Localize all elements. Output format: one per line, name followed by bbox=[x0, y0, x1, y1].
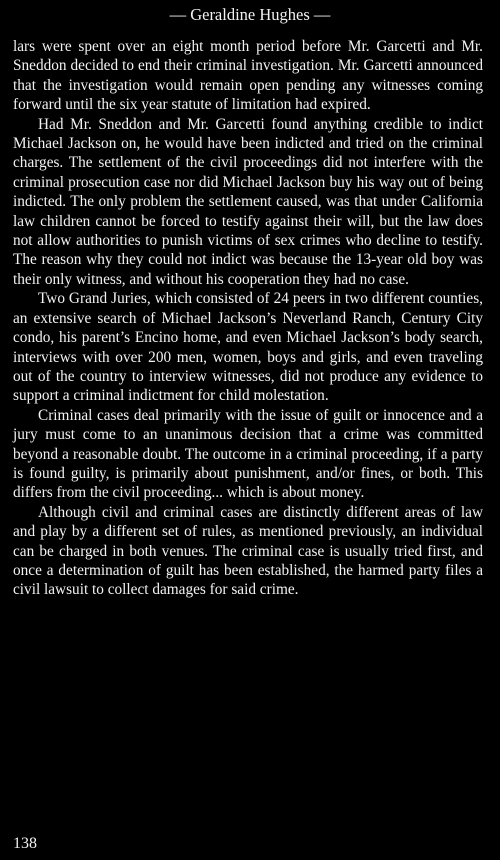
paragraph: Two Grand Juries, which consisted of 24 peers in two different counties, an extensive search of Michael Jackson’s Neverland Ranch, Century City condo, his parent’s Encino home, and even Michael Jackson’s body search, interviews with over 200 men, women, boys and girls, and even traveling out of the country to interview witnesses, did not produce any evidence to support a criminal indictment for child molestation. bbox=[13, 290, 483, 405]
paragraph: Had Mr. Sneddon and Mr. Garcetti found anything credible to indict Michael Jackson on, he would have been indicted and tried on the criminal charges. The settlement of the civil proceedings did not interfere with the criminal prosecution case nor did Michael Jackson buy his way out of being indicted. The only problem the settlement caused, was that under California law children cannot be forced to testify against their will, but the law does not allow authorities to punish victims of sex crimes who decline to testify. The reason why they could not indict was because the 13-year old boy was their only witness, and without his cooperation they had no case. bbox=[13, 115, 483, 288]
body-text bbox=[13, 37, 483, 600]
paragraph-continued: lars were spent over an eight month period before Mr. Garcetti and Mr. Sneddon decided to end their criminal investigation. Mr. Garcetti announced that the investigation would remain open pending any witnesses coming forward until the six year statute of limitation had expired. bbox=[13, 38, 483, 114]
running-head: — Geraldine Hughes — bbox=[169, 5, 331, 24]
paragraph: Although civil and criminal cases are distinctly different areas of law and play by a different set of rules, as mentioned previously, an individual can be charged in both venues. The criminal case is usually tried first, and once a determination of guilt has been established, the harmed party files a civil lawsuit to collect damages for said crime. bbox=[13, 503, 483, 599]
page-number: 138 bbox=[13, 835, 37, 852]
paragraph: Criminal cases deal primarily with the issue of guilt or innocence and a jury must come to an unanimous decision that a crime was committed beyond a reasonable doubt. The outcome in a criminal proceeding, if a party is found guilty, is primarily about punishment, and/or fines, or both. This differs from the civil proceeding... which is about money. bbox=[13, 406, 483, 502]
